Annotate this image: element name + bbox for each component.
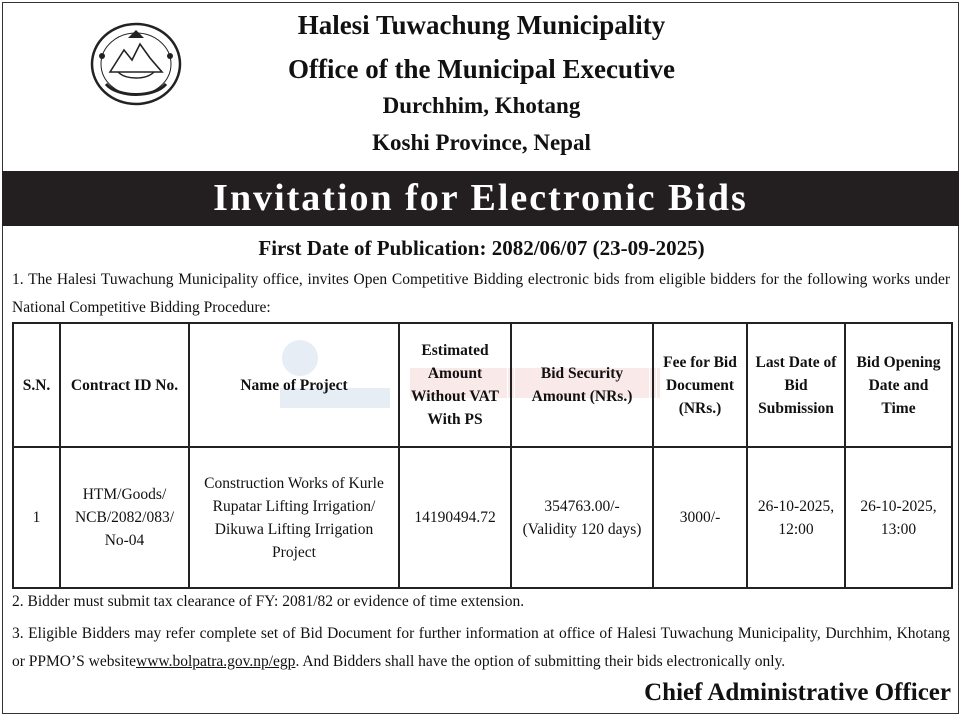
clause-1: 1. The Halesi Tuwachung Municipality office, invites Open Competitive Bidding electronic bids from eligible bidders for the following works under National Competitive Bidding Procedure: — [12, 271, 950, 316]
header-contract-id: Contract ID No. — [60, 323, 189, 447]
header-sn: S.N. — [13, 323, 60, 447]
clause-2: 2. Bidder must submit tax clearance of FY: 2081/82 or evidence of time extension. — [12, 593, 525, 610]
publication-date: First Date of Publication: 2082/06/07 (23-09-2025) — [258, 236, 705, 260]
clause-3-text: 3. Eligible Bidders may refer complete set of Bid Document for further information at office of Halesi Tuwachung Municipality, Durchhim, Khotang or PPMO’S website — [12, 625, 950, 670]
header-estimated-amount: Estimated Amount Without VAT With PS — [399, 323, 511, 447]
header-document-fee: Fee for Bid Document (NRs.) — [653, 323, 747, 447]
office-name: Office of the Municipal Executive — [288, 54, 675, 84]
cell-estimated-amount: 14190494.72 — [399, 447, 511, 588]
municipality-name: Halesi Tuwachung Municipality — [297, 10, 666, 40]
cell-last-date: 26-10-2025, 12:00 — [747, 447, 845, 588]
clause-3 — [12, 620, 950, 676]
cell-document-fee: 3000/- — [653, 447, 747, 588]
office-address: Durchhim, Khotang — [382, 93, 581, 118]
table-header-row — [13, 323, 952, 447]
cell-contract-id: HTM/Goods/ NCB/2082/083/ No-04 — [60, 447, 189, 588]
notice-title-banner: Invitation for Electronic Bids — [2, 171, 959, 226]
cell-sn: 1 — [13, 447, 60, 588]
bid-table — [12, 322, 953, 589]
clause-3-text-end: . And Bidders shall have the option of submitting their bids electronically only. — [295, 653, 786, 670]
province-line: Koshi Province, Nepal — [372, 130, 591, 155]
header-last-date: Last Date of Bid Submission — [747, 323, 845, 447]
bolpatra-link[interactable]: www.bolpatra.gov.np/egp — [136, 653, 296, 670]
cell-opening-date: 26-10-2025, 13:00 — [845, 447, 952, 588]
cell-project: Construction Works of Kurle Rupatar Lifting Irrigation/ Dikuwa Lifting Irrigation Project — [189, 447, 399, 588]
header-project: Name of Project — [189, 323, 399, 447]
signatory-title: Chief Administrative Officer — [644, 679, 951, 706]
cell-bid-security: 354763.00/- (Validity 120 days) — [511, 447, 653, 588]
header-bid-security: Bid Security Amount (NRs.) — [511, 323, 653, 447]
table-row — [13, 447, 952, 588]
header-opening-date: Bid Opening Date and Time — [845, 323, 952, 447]
